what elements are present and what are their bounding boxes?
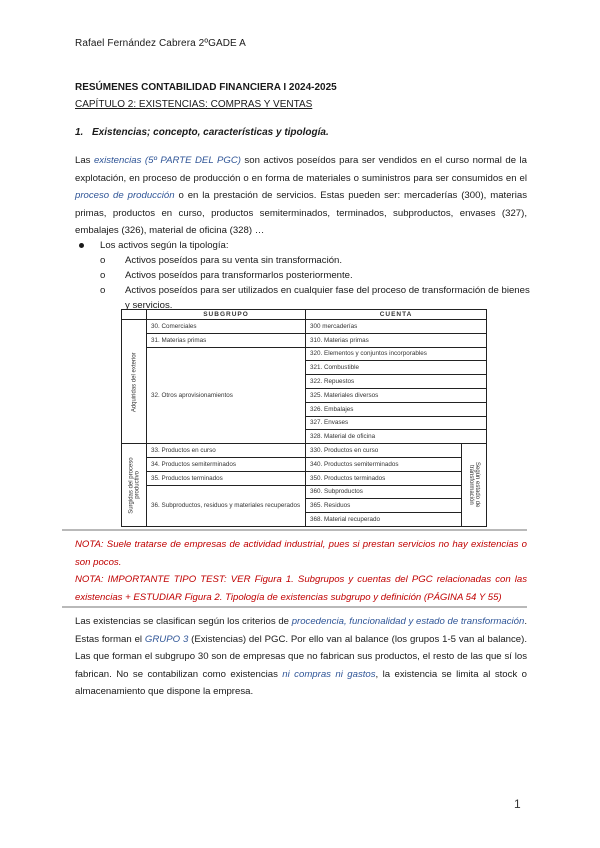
- text-run: . Estas forman el: [75, 616, 528, 645]
- section-title: Existencias; concepto, características y tipología.: [92, 127, 329, 138]
- page-header-author: Rafael Fernández Cabrera 2ºGADE A: [75, 38, 246, 49]
- text-run: Las existencias se clasifican según los criterios de: [75, 616, 292, 627]
- list-item-text: Activos poseídos para transformarlos posteriormente.: [125, 270, 353, 281]
- circle-bullet-icon: o: [100, 285, 106, 296]
- cuenta-cell: 322. Repuestos: [306, 375, 487, 389]
- header-subgrupo: SUBGRUPO: [147, 310, 306, 320]
- circle-bullet-icon: o: [100, 255, 106, 266]
- subgrupo-cell: 34. Productos semiterminados: [147, 457, 306, 471]
- cuenta-cell: 325. Materiales diversos: [306, 388, 487, 402]
- cuenta-cell: 365. Residuos: [306, 499, 462, 513]
- cuenta-cell: 340. Productos semiterminados: [306, 457, 462, 471]
- cuenta-cell: 350. Productos terminados: [306, 471, 462, 485]
- list-item: [100, 268, 535, 283]
- document-title: RESÚMENES CONTABILIDAD FINANCIERA I 2024-2025: [75, 82, 337, 93]
- subgrupo-cell: 33. Productos en curso: [147, 444, 306, 458]
- highlight-proceso-produccion: proceso de producción: [75, 190, 175, 201]
- cuenta-cell: 321. Combustible: [306, 361, 487, 375]
- cuenta-cell: 310. Materias primas: [306, 333, 487, 347]
- cuenta-cell: 327. Envases: [306, 416, 487, 430]
- text-run: son activos poseídos para ser vendidos en el curso normal de la explotación, en proceso de producción o en forma de materiales o suministros para ser consumidos en el: [75, 155, 527, 184]
- classification-paragraph: [75, 613, 527, 701]
- list-item: [100, 253, 535, 268]
- text-run: o en la prestación de servicios. Estas pueden ser: mercaderías (300), materias primas, productos en curso, productos semiterminados, terminados, subproductos, envases (327), embalajes (326), material de oficina (328) …: [75, 190, 527, 236]
- bullet-main: Los activos según la tipología:: [75, 238, 535, 253]
- highlight-ni-compras: ni compras ni gastos: [282, 668, 376, 680]
- note-1: NOTA: Suele tratarse de empresas de actividad industrial, pues si prestan servicios no hay existencias o son pocos.: [75, 539, 527, 568]
- cuenta-cell: 326. Embalajes: [306, 402, 487, 416]
- side-label-surgidas: Surgidas del proceso productivo: [122, 444, 147, 527]
- subgrupo-cell: 36. Subproductos, residuos y materiales recuperados: [147, 485, 306, 526]
- text-run: (Existencias) del PGC. Por ello van al balance (los grupos 1-5 van al balance). Las que forman el subgrupo 30 son de empresas que no fabrican sus productos, el resto de las que sí los fabrican. No se contabilizan como existencias: [75, 633, 527, 680]
- header-cuenta: CUENTA: [306, 310, 487, 320]
- text-run: , la existencia se limita al stock o almacenamiento que dispone la empresa.: [75, 668, 527, 697]
- cuenta-cell: 300 mercaderías: [306, 320, 487, 334]
- side-label-segun-estado: Según estado de transformación: [462, 444, 487, 527]
- definition-paragraph: [75, 152, 527, 240]
- cuenta-cell: 320. Elementos y conjuntos incorporables: [306, 347, 487, 361]
- highlight-grupo-3: GRUPO 3: [144, 633, 189, 645]
- circle-bullet-icon: o: [100, 270, 106, 281]
- side-label-adquiridas: Adquiridas del exterior: [122, 320, 147, 444]
- subgrupo-cell: 35. Productos terminados: [147, 471, 306, 485]
- page-number: 1: [514, 797, 521, 811]
- note-2: NOTA: IMPORTANTE TIPO TEST: VER Figura 1. Subgrupos y cuentas del PGC relacionadas con las existencias + ESTUDIAR Figura 2. Tipología de existencias subgrupo y definición (PÁGINA 54 Y 55): [75, 574, 527, 603]
- subgrupo-cell: 32. Otros aprovisionamientos: [147, 347, 306, 444]
- chapter-heading: CAPÍTULO 2: EXISTENCIAS: COMPRAS Y VENTAS: [75, 99, 313, 110]
- corner-cell: [122, 310, 147, 320]
- section-number: 1.: [75, 127, 84, 138]
- list-item-text: Activos poseídos para su venta sin transformación.: [125, 255, 343, 266]
- divider-rule: [62, 606, 527, 608]
- cuenta-cell: 328. Material de oficina: [306, 430, 487, 444]
- subgrupo-cell: 31. Materias primas: [147, 333, 306, 347]
- cuenta-cell: 360. Subproductos: [306, 485, 462, 499]
- highlight-criterios: procedencia, funcionalidad y estado de transformación: [291, 616, 525, 627]
- section-heading: [75, 127, 329, 138]
- typology-list: [75, 238, 535, 313]
- divider-rule: [62, 529, 527, 531]
- pgc-subgroups-figure: [121, 309, 487, 524]
- text-run: Las: [75, 155, 94, 166]
- highlight-existencias: existencias (5º PARTE DEL PGC): [93, 155, 241, 166]
- pgc-table: [121, 309, 487, 527]
- subgrupo-cell: 30. Comerciales: [147, 320, 306, 334]
- cuenta-cell: 330. Productos en curso: [306, 444, 462, 458]
- list-item-text: Activos poseídos para ser utilizados en cualquier fase del proceso de transformación de bienes y servicios.: [125, 285, 530, 311]
- cuenta-cell: 368. Material recuperado: [306, 513, 462, 527]
- notes-block: [75, 536, 527, 606]
